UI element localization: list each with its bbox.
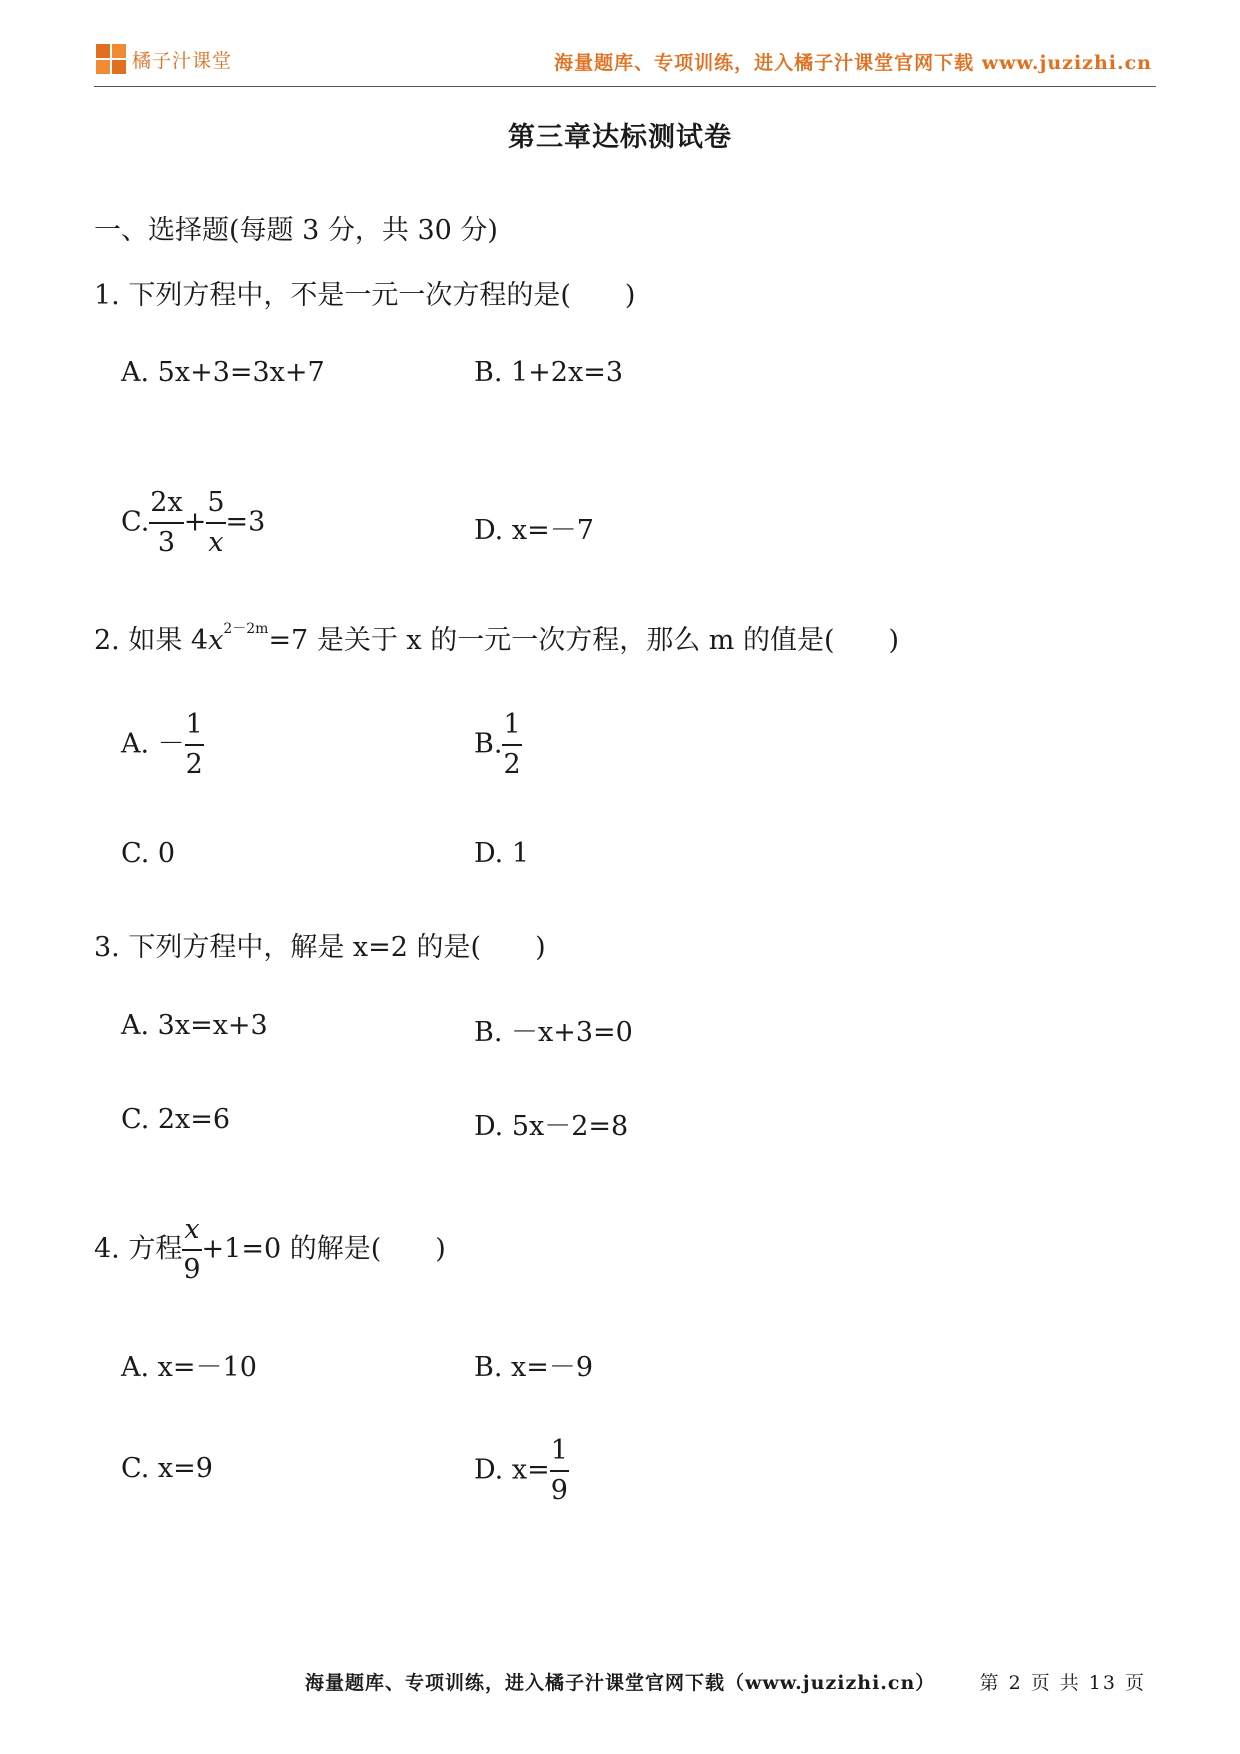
fraction-denominator: 2: [185, 749, 203, 780]
page-title: 第三章达标测试卷: [508, 122, 732, 153]
question-4-option-d: [474, 1432, 569, 1510]
fraction: [502, 706, 521, 784]
question-1-option-a: A. 5x+3=3x+7: [121, 357, 325, 388]
question-4-option-a: A. x=－10: [121, 1352, 257, 1383]
fraction-numerator: 1: [550, 1432, 569, 1472]
page-number: 第 2 页 共 13 页: [979, 1672, 1146, 1694]
question-3-option-d: D. 5x－2=8: [474, 1111, 629, 1142]
plus-sign: +: [183, 506, 207, 538]
question-2-option-a: [121, 706, 204, 784]
question-4-option-c: C. x=9: [121, 1453, 213, 1484]
stem-text: +1=0 的解是( ): [201, 1233, 446, 1265]
option-label: D. x=: [474, 1454, 550, 1486]
question-2-option-c: C. 0: [121, 838, 176, 869]
question-4-option-b: B. x=－9: [474, 1352, 594, 1383]
fraction-numerator: 5: [206, 484, 225, 524]
stem-text: =7 是关于 x 的一元一次方程，那么 m 的值是( ): [268, 625, 900, 656]
question-1-option-d: D. x=－7: [474, 515, 594, 546]
footer-slogan[interactable]: 海量题库、专项训练，进入橘子汁课堂官网下载（www.juzizhi.cn）: [305, 1672, 936, 1694]
fraction-denominator: 2: [503, 749, 521, 780]
header-slogan[interactable]: 海量题库、专项训练，进入橘子汁课堂官网下载 www.juzizhi.cn: [554, 52, 1152, 74]
question-1-option-c: [121, 484, 265, 562]
question-1-option-b: B. 1+2x=3: [474, 357, 624, 388]
exponent: 2－2m: [223, 621, 269, 637]
fraction-numerator: 1: [185, 706, 204, 746]
section-heading: 一、选择题(每题 3 分，共 30 分): [94, 215, 498, 246]
question-4-stem: [94, 1211, 446, 1289]
question-3-stem: 3. 下列方程中，解是 x=2 的是( ): [94, 932, 546, 963]
fraction: [185, 706, 204, 784]
page-header: [94, 36, 1156, 87]
fraction-denominator: 9: [550, 1475, 568, 1506]
fraction-numerator: 1: [502, 706, 521, 746]
logo-icon: [96, 44, 127, 75]
option-label: A. －: [121, 728, 185, 760]
option-label: C.: [121, 506, 150, 538]
question-2-option-b: [474, 706, 522, 784]
brand-logo[interactable]: [96, 44, 232, 75]
stem-text: 4. 方程: [94, 1233, 183, 1265]
equation-tail: =3: [225, 506, 266, 538]
question-3-option-b: B. －x+3=0: [474, 1017, 633, 1048]
question-1-stem: 1. 下列方程中，不是一元一次方程的是( ): [94, 280, 636, 311]
fraction-denominator: 9: [183, 1254, 201, 1285]
question-3-option-c: C. 2x=6: [121, 1104, 231, 1135]
fraction-numerator: 2x: [149, 484, 183, 524]
option-label: B.: [474, 728, 503, 760]
fraction: [550, 1432, 569, 1510]
fraction-numerator: x: [182, 1211, 201, 1251]
stem-text: 2. 如果 4: [94, 625, 209, 656]
question-3-option-a: A. 3x=x+3: [121, 1010, 268, 1041]
fraction: [206, 484, 225, 562]
fraction-denominator: x: [208, 527, 224, 558]
fraction-denominator: 3: [157, 527, 176, 558]
fraction: [182, 1211, 201, 1289]
logo-text: 橘子汁课堂: [132, 50, 233, 72]
question-2-option-d: D. 1: [474, 838, 530, 869]
question-2-stem: [94, 618, 899, 657]
fraction: [149, 484, 183, 562]
variable: x: [208, 625, 224, 656]
